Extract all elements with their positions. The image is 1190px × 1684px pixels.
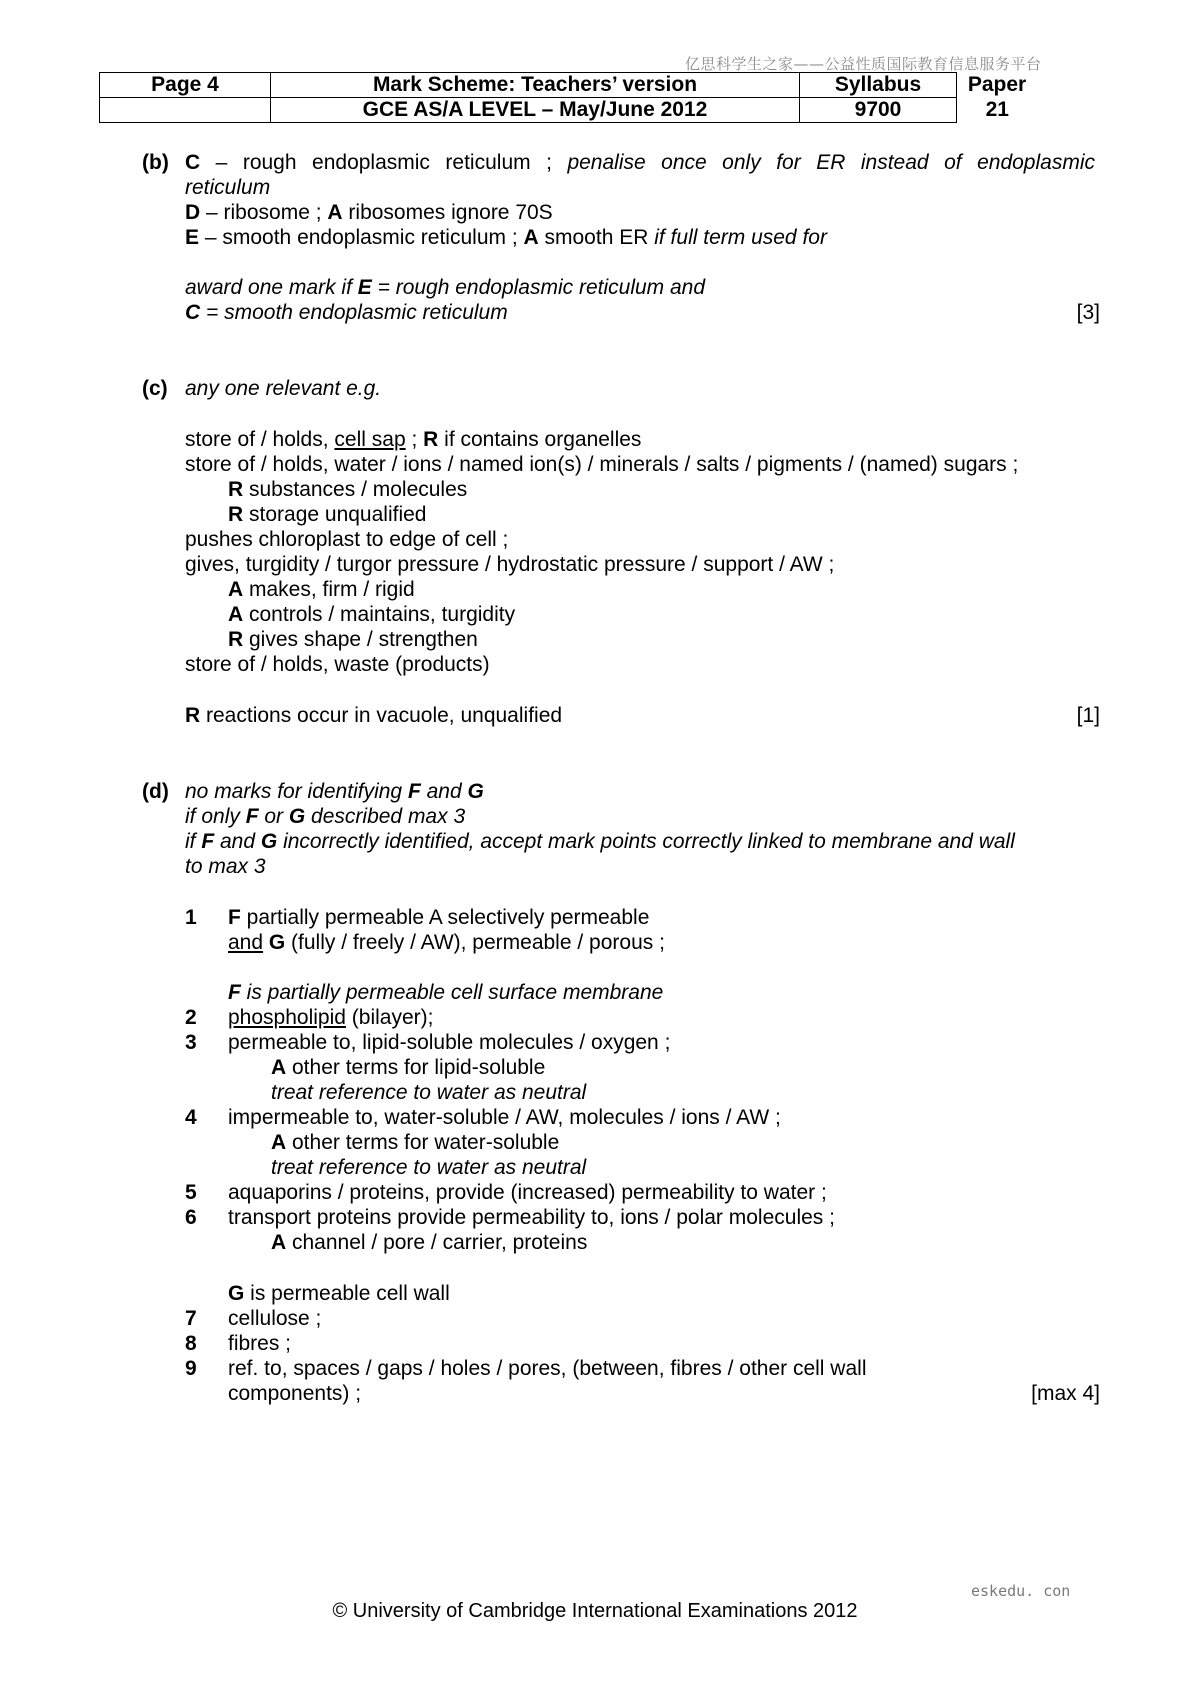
point-3-accept [271,1055,545,1080]
letter: F [228,906,241,929]
part-b-line6 [185,300,508,325]
header-exam: GCE AS/A LEVEL – May/June 2012 [271,98,800,123]
italic-text: treat reference to water as neutral [271,1156,587,1179]
part-c-line5: pushes chloroplast to edge of cell ; [185,528,509,551]
accept-marker: A [523,226,539,249]
text: (fully / freely / AW), permeable / porous ; [285,931,665,954]
part-b-line4 [185,225,827,250]
part-c-line6: gives, turgidity / turgor pressure / hydrostatic pressure / support / AW ; [185,553,835,576]
italic-text: if [185,830,202,853]
point-number-3: 3 [185,1031,197,1054]
part-c-line7 [228,577,415,602]
accept-marker: A [271,1056,287,1079]
part-c-line2: store of / holds, water / ions / named ion(s) / minerals / salts / pigments / (named) sugars ; [185,453,1019,476]
part-d-mark: [max 4] [1031,1382,1100,1405]
point-6: transport proteins provide permeability to, ions / polar molecules ; [228,1206,835,1229]
point-4-accept [271,1130,559,1155]
italic-text: and [214,830,261,853]
accept-marker: A [228,578,244,601]
text: – ribosome ; [200,201,328,224]
point-5: aquaporins / proteins, provide (increased) permeability to water ; [228,1181,827,1204]
italic-text: award one mark if [185,276,358,299]
part-d-instr2 [185,804,465,829]
header-paper: 21 [985,98,1009,121]
underlined-text: cell sap [334,428,406,451]
text: (bilayer); [345,1006,434,1029]
letter: G [288,805,306,828]
accept-marker: A [327,201,343,224]
header-table [99,72,1038,123]
point-number-6: 6 [185,1206,197,1229]
point-7: cellulose ; [228,1307,322,1330]
text: if contains organelles [438,428,642,451]
underlined-text: and [228,931,264,954]
point-3-note [271,1080,586,1105]
italic-text: and [420,780,468,803]
part-b-label: (b) [142,151,169,174]
point-6-accept [271,1230,587,1255]
point-number-5: 5 [185,1181,197,1204]
part-c-intro [185,376,381,401]
letter: G [260,830,278,853]
text: other terms for lipid-soluble [286,1056,546,1079]
part-c-line8 [228,602,515,627]
italic-text: any one relevant e.g. [185,377,382,400]
part-b-line5 [185,275,705,300]
text: partially permeable A selectively permeable [240,906,650,929]
italic-text: = smooth endoplasmic reticulum [200,301,508,324]
letter: E [357,276,372,299]
text: smooth ER [538,226,655,249]
header-paper-label: Paper [967,73,1027,96]
point-8: fibres ; [228,1332,292,1355]
part-b-line3 [185,200,553,225]
text: gives shape / strengthen [243,628,478,651]
text: controls / maintains, turgidity [243,603,516,626]
point-4: impermeable to, water-soluble / AW, molecules / ions / AW ; [228,1106,781,1129]
point-number-8: 8 [185,1332,197,1355]
letter: F [228,981,241,1004]
part-c-mark: [1] [1076,704,1100,727]
italic-text: = rough endoplasmic reticulum and [371,276,706,299]
point-number-7: 7 [185,1307,197,1330]
point-9-cont: components) ; [228,1382,362,1405]
reject-marker: R [185,704,201,727]
header-syllabus: 9700 [800,98,957,123]
header-page: Page 4 [100,73,271,98]
italic-text: if only [185,805,246,828]
part-d-instr3 [185,829,1015,854]
reject-marker: R [228,478,244,501]
text: substances / molecules [243,478,468,501]
italic-text: no marks for identifying [185,780,408,803]
part-c-line1 [185,427,641,452]
part-c-line3 [228,477,467,502]
italic-text: penalise once only for ER instead of endoplasmic [567,151,1095,174]
part-c-line9 [228,627,478,652]
point-number-4: 4 [185,1106,197,1129]
part-b-mark: [3] [1076,301,1100,324]
text: ; [405,428,424,451]
letter: F [201,830,215,853]
part-c-line11 [185,703,562,728]
point-3: permeable to, lipid-soluble molecules / oxygen ; [228,1031,671,1054]
text: channel / pore / carrier, proteins [286,1231,588,1254]
text: ribosomes ignore 70S [342,201,553,224]
point-4-note [271,1155,586,1180]
text: reactions occur in vacuole, unqualified [200,704,563,727]
underlined-text: phospholipid [228,1006,346,1029]
letter: G [228,1282,245,1305]
italic-text: to max 3 [185,855,266,878]
letter: E [185,226,200,249]
part-b-line2 [185,175,270,200]
letter: G [467,780,484,803]
letter: C [185,301,201,324]
italic-text: incorrectly identified, accept mark points correctly linked to membrane and wall [277,830,1015,853]
point-9: ref. to, spaces / gaps / holes / pores, (between, fibres / other cell wall [228,1357,867,1380]
point-number-1: 1 [185,906,197,929]
letter: C [185,151,201,174]
reject-marker: R [423,428,439,451]
letter: F [245,805,259,828]
point-2 [228,1005,433,1030]
letter: F [407,780,421,803]
text: – smooth endoplasmic reticulum ; [199,226,524,249]
part-c-line4 [228,502,426,527]
italic-text: treat reference to water as neutral [271,1081,587,1104]
text: store of / holds, [185,428,335,451]
part-d-label: (d) [142,780,169,803]
site-watermark: eskedu. con [971,1582,1071,1600]
text: – rough endoplasmic reticulum ; [200,151,568,174]
accept-marker: A [271,1231,287,1254]
text: makes, firm / rigid [243,578,415,601]
reject-marker: R [228,628,244,651]
part-c-label: (c) [142,377,168,400]
italic-text: or [258,805,289,828]
reject-marker: R [228,503,244,526]
italic-text: described max 3 [305,805,466,828]
accept-marker: A [271,1131,287,1154]
footer-copyright: © University of Cambridge International Examinations 2012 [332,1600,858,1622]
italic-text: reticulum [185,176,271,199]
subheading-wall [228,1281,450,1306]
accept-marker: A [228,603,244,626]
header-title: Mark Scheme: Teachers’ version [271,73,800,98]
point-number-9: 9 [185,1357,197,1380]
part-d-instr1 [185,779,484,804]
point-1 [228,905,649,930]
text: other terms for water-soluble [286,1131,560,1154]
part-b-line1 [185,150,1095,175]
italic-text: if full term used for [654,226,827,249]
text: is permeable cell wall [244,1282,450,1305]
watermark-text: 亿思科学生之家——公益性质国际教育信息服务平台 [685,55,1042,73]
point-number-2: 2 [185,1006,197,1029]
italic-text: is partially permeable cell surface membrane [240,981,664,1004]
part-d-instr4 [185,854,266,879]
subheading-membrane [228,980,663,1005]
letter: G [263,931,286,954]
point-1-cont [228,930,665,955]
letter: D [185,201,201,224]
header-syllabus-label: Syllabus [800,73,957,98]
part-c-line10: store of / holds, waste (products) [185,653,490,676]
header-empty-cell [100,98,271,123]
text: storage unqualified [243,503,427,526]
